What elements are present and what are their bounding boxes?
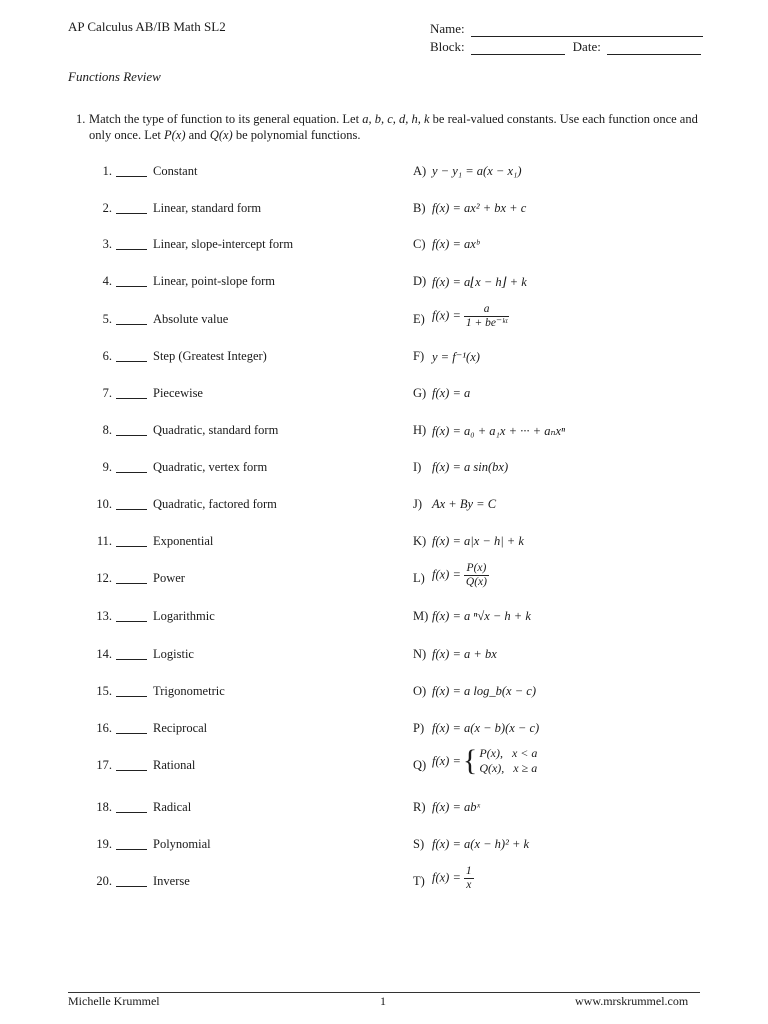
footer-website[interactable]: www.mrskrummel.com	[575, 994, 689, 1008]
question-q: Q(x)	[209, 128, 233, 142]
piecewise-definition	[432, 746, 537, 776]
answer-blank[interactable]	[116, 583, 147, 584]
question-text-part: be real-valued constants. Use each function once and only once. Let	[89, 112, 698, 142]
question-text-part: and	[185, 128, 210, 142]
numerator: a	[483, 303, 490, 315]
item-number: 6.	[102, 349, 112, 363]
matching-row	[0, 493, 768, 517]
equation-letter: M)	[413, 609, 429, 623]
equation-letter: E)	[413, 312, 425, 326]
name-line	[430, 19, 703, 37]
function-type: Linear, slope-intercept form	[153, 237, 294, 251]
function-type: Quadratic, vertex form	[153, 460, 268, 474]
fraction	[464, 303, 509, 330]
answer-blank[interactable]	[116, 509, 147, 510]
function-type: Linear, standard form	[153, 201, 262, 215]
general-equation: f(x) = a log_b(x − c)	[432, 684, 536, 698]
section-title: Functions Review	[68, 69, 161, 84]
item-number: 14.	[96, 647, 112, 661]
item-number: 20.	[96, 874, 112, 888]
function-type: Step (Greatest Integer)	[153, 349, 267, 363]
equation-letter: F)	[413, 349, 425, 363]
function-type: Polynomial	[153, 837, 211, 851]
general-equation: y − y₁ = a(x − x₁)	[432, 164, 522, 178]
equation-letter: R)	[413, 800, 426, 814]
item-number: 15.	[96, 684, 112, 698]
general-equation: f(x) = a(x − h)² + k	[432, 837, 530, 851]
equation-letter: Q)	[413, 758, 427, 772]
answer-blank[interactable]	[116, 249, 147, 250]
question-p: P(x)	[163, 128, 186, 142]
matching-row	[0, 382, 768, 406]
answer-blank[interactable]	[116, 324, 147, 325]
general-equation	[432, 562, 489, 589]
case-2: Q(x), x ≥ a	[479, 761, 538, 775]
numerator: P(x)	[466, 562, 487, 574]
equation-letter: A)	[413, 164, 427, 178]
item-number: 3.	[102, 237, 112, 251]
function-type: Quadratic, factored form	[153, 497, 277, 511]
equation-letter: O)	[413, 684, 427, 698]
question-1	[76, 111, 704, 143]
denominator: 1 + be⁻ᵏᵗ	[465, 317, 508, 329]
matching-row	[0, 562, 768, 591]
item-number: 13.	[96, 609, 112, 623]
question-text-part: be polynomial functions.	[232, 128, 361, 142]
general-equation	[432, 746, 537, 776]
answer-blank[interactable]	[116, 398, 147, 399]
general-equation: y = f⁻¹(x)	[432, 350, 480, 364]
answer-blank[interactable]	[116, 472, 147, 473]
answer-blank[interactable]	[116, 770, 147, 771]
equation-lhs: f(x) =	[432, 308, 461, 323]
answer-blank[interactable]	[116, 886, 147, 887]
general-equation: f(x) = a(x − b)(x − c)	[432, 721, 540, 735]
answer-blank[interactable]	[116, 659, 147, 660]
function-type: Power	[153, 571, 185, 585]
equation-letter: H)	[413, 423, 427, 437]
answer-blank[interactable]	[116, 812, 147, 813]
matching-row	[0, 345, 768, 369]
course-title: AP Calculus AB/IB Math SL2	[68, 19, 226, 34]
answer-blank[interactable]	[116, 849, 147, 850]
matching-row	[0, 197, 768, 221]
footer-author: Michelle Krummel	[68, 994, 160, 1008]
equation-letter: P)	[413, 721, 425, 735]
item-number: 1.	[102, 164, 112, 178]
fraction	[464, 562, 489, 589]
answer-blank[interactable]	[116, 621, 147, 622]
equation-letter: G)	[413, 386, 427, 400]
equation-letter: C)	[413, 237, 426, 251]
date-field[interactable]	[607, 42, 701, 55]
denominator: Q(x)	[465, 576, 487, 588]
numerator: 1	[465, 865, 472, 877]
general-equation	[432, 865, 474, 892]
item-number: 12.	[96, 571, 112, 585]
item-number: 9.	[102, 460, 112, 474]
question-text-part: Match the type of function to its general equation. Let	[89, 112, 363, 126]
answer-blank[interactable]	[116, 213, 147, 214]
item-number: 7.	[102, 386, 112, 400]
equation-letter: D)	[413, 274, 427, 288]
answer-blank[interactable]	[116, 286, 147, 287]
matching-row	[0, 160, 768, 184]
name-field[interactable]	[471, 24, 703, 37]
cases	[479, 746, 537, 776]
item-number: 5.	[102, 312, 112, 326]
name-label: Name:	[430, 21, 465, 36]
item-number: 10.	[96, 497, 112, 511]
equation-lhs: f(x) =	[432, 870, 461, 885]
function-type: Quadratic, standard form	[153, 423, 279, 437]
item-number: 4.	[102, 274, 112, 288]
function-type: Logarithmic	[153, 609, 215, 623]
general-equation: f(x) = ax² + bx + c	[432, 201, 527, 215]
general-equation	[432, 303, 509, 330]
question-number: 1.	[76, 112, 86, 126]
general-equation: f(x) = a|x − h| + k	[432, 534, 524, 548]
footer-page-number: 1	[380, 994, 386, 1008]
equation-letter: K)	[413, 534, 427, 548]
matching-row	[0, 833, 768, 857]
function-type: Trigonometric	[153, 684, 225, 698]
function-type: Logistic	[153, 647, 194, 661]
equation-lhs: f(x) =	[432, 753, 461, 768]
general-equation: f(x) = a	[432, 386, 471, 400]
item-number: 18.	[96, 800, 112, 814]
function-type: Absolute value	[153, 312, 229, 326]
student-info	[430, 19, 703, 55]
answer-blank[interactable]	[116, 435, 147, 436]
general-equation: f(x) = axᵇ	[432, 237, 480, 251]
general-equation: f(x) = a₀ + a₁x + ··· + aₙxⁿ	[432, 424, 566, 438]
general-equation: f(x) = a⌊x − h⌋ + k	[432, 275, 527, 289]
item-number: 17.	[96, 758, 112, 772]
general-equation: f(x) = a ⁿ√x − h + k	[432, 609, 531, 623]
equation-letter: N)	[413, 647, 427, 661]
matching-row	[0, 419, 768, 443]
function-type: Rational	[153, 758, 196, 772]
general-equation: f(x) = a sin(bx)	[432, 460, 509, 474]
general-equation: Ax + By = C	[432, 497, 497, 511]
equation-letter: B)	[413, 201, 426, 215]
equation-letter: S)	[413, 837, 425, 851]
item-number: 8.	[102, 423, 112, 437]
item-number: 11.	[96, 534, 112, 548]
item-number: 2.	[102, 201, 112, 215]
general-equation: f(x) = abˣ	[432, 800, 481, 814]
answer-blank[interactable]	[116, 176, 147, 177]
matching-row	[0, 233, 768, 257]
equation-lhs: f(x) =	[432, 567, 461, 582]
function-type: Exponential	[153, 534, 214, 548]
item-number: 16.	[96, 721, 112, 735]
matching-row	[0, 643, 768, 667]
question-vars: a, b, c, d, h, k	[362, 112, 430, 126]
answer-blank[interactable]	[116, 361, 147, 362]
matching-row	[0, 456, 768, 480]
matching-row	[0, 865, 768, 894]
function-type: Inverse	[153, 874, 190, 888]
function-type: Reciprocal	[153, 721, 208, 735]
function-type: Linear, point-slope form	[153, 274, 276, 288]
matching-row	[0, 270, 768, 294]
denominator: x	[464, 878, 474, 892]
matching-row	[0, 303, 768, 332]
equation-letter: T)	[413, 874, 425, 888]
equation-letter: I)	[413, 460, 422, 474]
block-date-line	[430, 37, 703, 55]
matching-row	[0, 605, 768, 629]
matching-row	[0, 796, 768, 820]
block-field[interactable]	[471, 42, 565, 55]
block-label: Block:	[430, 39, 465, 54]
item-number: 19.	[96, 837, 112, 851]
fraction	[464, 865, 474, 892]
equation-letter: L)	[413, 571, 425, 585]
function-type: Radical	[153, 800, 192, 814]
date-label: Date:	[572, 39, 601, 54]
matching-row	[0, 717, 768, 741]
matching-row	[0, 680, 768, 704]
footer-divider	[68, 992, 700, 993]
equation-letter: J)	[413, 497, 423, 511]
matching-row	[0, 744, 768, 778]
general-equation: f(x) = a + bx	[432, 647, 497, 661]
answer-blank[interactable]	[116, 733, 147, 734]
function-type: Piecewise	[153, 386, 203, 400]
answer-blank[interactable]	[116, 546, 147, 547]
left-brace-icon: {	[462, 744, 478, 777]
answer-blank[interactable]	[116, 696, 147, 697]
question-text	[89, 111, 704, 143]
function-type: Constant	[153, 164, 198, 178]
case-1: P(x), x < a	[479, 746, 538, 760]
matching-row	[0, 530, 768, 554]
